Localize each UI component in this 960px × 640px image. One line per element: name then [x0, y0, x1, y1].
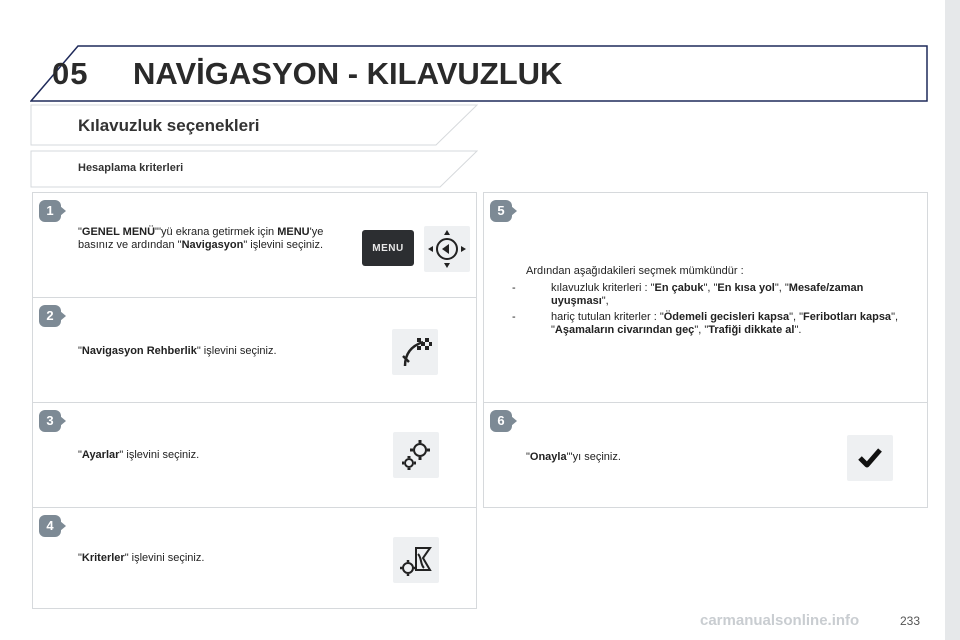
text-run: " işlevini seçiniz. [124, 552, 205, 564]
step-1-badge: 1 [39, 200, 61, 222]
bold-term: En kısa yol [717, 282, 775, 294]
text-run: kılavuzluk kriterleri : " [551, 282, 655, 294]
bold-term: Navigasyon Rehberlik [81, 345, 197, 357]
navigation-guidance-icon-tile [392, 329, 438, 375]
bold-term: Feribotları kapsa [803, 311, 892, 323]
page-number: 233 [899, 614, 920, 628]
bold-term: MENU [277, 226, 310, 238]
criteria-icon [396, 540, 436, 580]
step-5-intro: Ardından aşağıdakileri seçmek mümkündür : [526, 265, 744, 277]
bullet-dash: - [512, 311, 516, 323]
step-6-text [526, 451, 826, 464]
text-run: ", [601, 295, 609, 307]
text-run: ", " [789, 311, 804, 323]
joystick-icon [425, 227, 469, 271]
step-3-text [78, 449, 378, 462]
step-4-badge: 4 [39, 515, 61, 537]
text-run: "'yü ekrana getirmek için [155, 226, 278, 238]
text-run: hariç tutulan kriterler : " [551, 311, 664, 323]
text-run: "'yı seçiniz. [566, 451, 621, 463]
bold-term: Kriterler [81, 552, 125, 564]
text-run: ", " [551, 311, 899, 336]
watermark: carmanualsonline.info [700, 612, 860, 629]
text-run: ". [794, 324, 802, 336]
text-run: " işlevini seçiniz. [119, 449, 200, 461]
bold-term: Ödemeli gecisleri kapsa [663, 311, 790, 323]
section-title: Kılavuzluk seçenekleri [78, 116, 260, 135]
bold-term: GENEL MENÜ [81, 226, 156, 238]
text-run: ", " [774, 282, 789, 294]
text-run: " [78, 226, 82, 238]
text-run: " [78, 449, 82, 461]
step-5-bullet-1 [551, 282, 921, 308]
text-run: " işlevini seçiniz. [196, 345, 277, 357]
chapter-number: 05 [52, 56, 89, 91]
bullet-dash: - [512, 282, 516, 294]
step-1-text [78, 226, 348, 252]
navigation-guidance-icon [395, 332, 435, 372]
text-run: " [78, 552, 82, 564]
bold-term: Mesafe/zaman uyuşması [551, 282, 864, 307]
bold-term: Onayla [529, 451, 567, 463]
settings-gears-icon-tile [393, 432, 439, 478]
subsection-title: Hesaplama kriterleri [78, 162, 184, 174]
text-run: ", " [694, 324, 709, 336]
bold-term: Ayarlar [81, 449, 120, 461]
checkmark-icon-tile [847, 435, 893, 481]
text-run: ", " [703, 282, 718, 294]
text-run: " [78, 345, 82, 357]
checkmark-icon [855, 443, 885, 473]
bold-term: Trafiği dikkate al [708, 324, 795, 336]
bold-term: Navigasyon [181, 239, 244, 251]
bold-term: En çabuk [654, 282, 704, 294]
step-3-badge: 3 [39, 410, 61, 432]
bold-term: Aşamaların civarından geç [554, 324, 695, 336]
step-5-badge: 5 [490, 200, 512, 222]
step-5-bullet-2 [551, 311, 921, 337]
settings-gears-icon [396, 435, 436, 475]
step-2-badge: 2 [39, 305, 61, 327]
step-6-badge: 6 [490, 410, 512, 432]
step-4-text [78, 552, 378, 565]
joystick-icon-tile [424, 226, 470, 272]
text-run: " [526, 451, 530, 463]
text-run: 'ye basınız ve ardından " [78, 226, 324, 251]
step-2-text [78, 345, 378, 358]
chapter-title: NAVİGASYON - KILAVUZLUK [133, 56, 563, 91]
page-edge-strip [945, 0, 960, 640]
criteria-icon-tile [393, 537, 439, 583]
text-run: " işlevini seçiniz. [243, 239, 324, 251]
menu-button[interactable]: MENU [362, 230, 414, 266]
